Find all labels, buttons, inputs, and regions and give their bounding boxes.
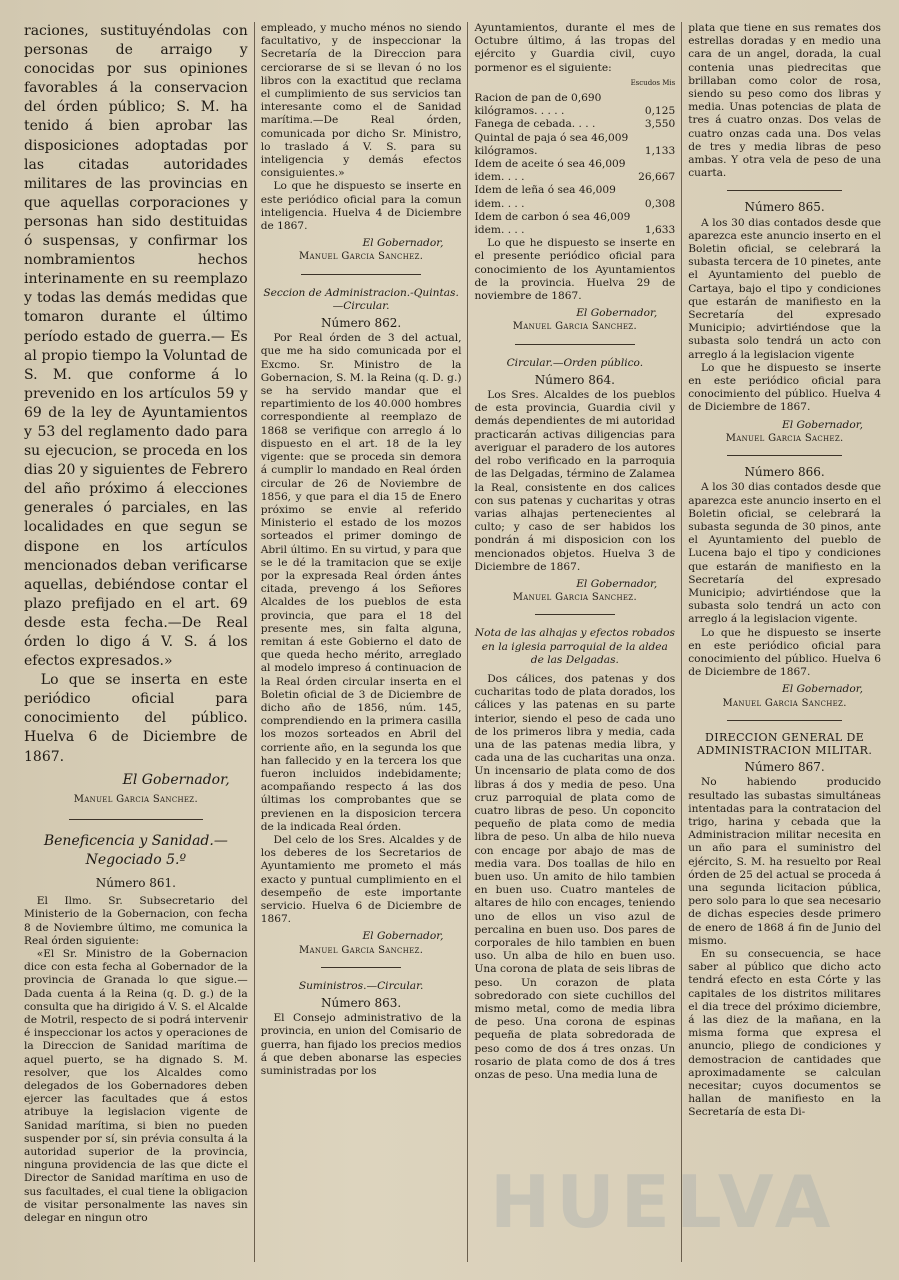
body-text: Lo que he dispuesto se inserte en el presente periódico oficial para conocimiento de los Ayuntamientos de la provincia. Huelva 29 de noviembre de 1867. [474,237,676,303]
price-value: 26,667 [638,171,676,184]
body-text: A los 30 dias contados desde que aparezca este anuncio inserto en el Boletin oficial, se celebrará la subasta tercera de 10 pinetes, ante el Ayuntamiento del pueblo de Cartaya, bajo el tipo y condiciones que estarán de manifiesto en la Secretaría del expresado Municipio; advirtiéndose que la subasta solo tendrá un acto con arreglo á la legislacion vigente [688,216,881,361]
body-text: plata que tiene en sus remates dos estrellas doradas y en medio una cara de un angel, dorada, la cual contenia unas piedrecitas que brillaban como color de rosa, siendo su peso como dos libras y media. Unas potencias de plata de tres á cuatro onzas. Dos velas de cuatro onzas cada una. Dos velas de tres y media libras de peso ambas. Y otra vela de peso de una cuarta. [688,22,881,180]
body-text: El Ilmo. Sr. Subsecretario del Ministerio de la Gobernacion, con fecha 8 de Noviembre último, me comunica la Real órden siguiente: [24,895,248,947]
signature-title: El Gobernador, [781,418,863,431]
body-text: Dos cálices, dos patenas y dos cucharitas todo de plata dorados, los cálices y las patenas en su parte interior, siendo el peso de cada uno de los primeros libra y media, cada una de las patenas media libra, y cada una de las cucharitas una onza. Un incensario de plata como de dos libras á dos y media de peso. Una cruz parroquial de plata como de cuatro libras de peso. Un coponcito pequeño de plata como de media libra de peso. Un alba de hilo nueva con encage por abajo de mas de media vara. Dos toallas de hilo en buen uso. Un amito de hilo tambien en buen uso. Cuatro manteles de altares de hilo con encages, teniendo uno de ellos un viso azul de percalina en buen uso. Dos pares de corporales de hilo tambien en buen uso. Un alba de hilo en buen uso. Una corona de plata de seis libras de peso. Un corazon de plata sobredorado con siete cuchillos del mismo metal, como de media libra de peso. Una corona de espinas pequeña de plata sobredorada de peso como de dos á tres onzas. Un rosario de plata como de dos á tres onzas de peso. Una media luna de [474,672,676,1082]
price-value: 0,125 [644,105,676,118]
signature-name: Manuel Garcia Sanchez. [512,321,637,333]
price-item: Quintal de paja ó sea 46,009 kilógramos. [474,131,629,157]
signature-title: El Gobernador, [576,577,658,590]
section-heading: DIRECCION GENERAL DE ADMINISTRACION MILITAR. [696,730,873,757]
body-text: Lo que he dispuesto se inserte en este periódico oficial para la comun inteligencia. Huelva 4 de Diciembre de 1867. [260,180,462,233]
item-number: Número 861. [95,876,176,891]
signature-title: El Gobernador, [362,237,444,250]
column-4 [681,22,887,1262]
divider [727,190,843,191]
price-item: Fanega de cebada. . . . [474,118,596,131]
price-value: 0,308 [644,197,676,210]
signature-name: Manuel Garcia Sanchez. [299,944,424,956]
signature-name: Manuel Garcia Sanchez. [73,793,198,805]
price-row [474,211,675,237]
item-number: Número 863. [320,996,402,1011]
divider [515,344,635,345]
column-1 [18,22,254,1262]
price-row [474,92,675,118]
section-heading: Suministros.—Circular. [298,979,424,992]
body-text: A los 30 dias contados desde que aparezca este anuncio inserto en el Boletin oficial, se celebrará la subasta segunda de 30 pinos, ante el Ayuntamiento del pueblo de Lucena bajo el tipo y condiciones que estarán de manifiesto en la Secretaría del expresado Municipio; advirtiéndose que la subasta solo tendrá un acto con arreglo á la legislacion vigente. [688,481,881,626]
price-row [474,118,675,131]
item-number: Número 867. [744,760,825,775]
columns [18,22,887,1262]
units-label: Escudos Mis [630,78,676,87]
signature-title: El Gobernador, [576,307,658,320]
section-heading: Seccion de Administracion.-Quintas.—Circular. [263,286,459,312]
signature-name: Manuel Garcia Sanchez. [722,697,847,709]
body-text: empleado, y mucho ménos no siendo facultativo, y de inspeccionar la Secretaría de la Direccion para cerciorarse de si se llevan ó no los libros con la exactitud que reclama el cumplimiento de sus servicios tan interesante como el de Sanidad marítima.—De Real órden, comunicada por dicho Sr. Ministro, lo traslado á V. S. para su inteligencia y demás efectos consiguientes.» [260,22,462,180]
signature-title: El Gobernador, [122,771,230,788]
body-text: No habiendo producido resultado las subastas simultáneas intentadas para la contratacion del trigo, harina y cebada que la Administracion militar necesita en un año para el suministro del ejército, S. M. ha resuelto por Real órden de 25 del actual se proceda á una segunda licitacion pública, pero solo para lo que sea necesario de dichas especies desde primero de enero de 1868 á fin de Junio del mismo. [688,776,881,947]
column-3 [467,22,681,1262]
watermark: HUELVA [490,1160,837,1244]
signature-title: El Gobernador, [362,930,444,943]
body-text: El Consejo administrativo de la provincia, en union del Comisario de guerra, han fijado los precios medios á que deben abonarse las especies suministradas por los [260,1012,462,1078]
divider [321,967,401,968]
signature-name: Manuel Garcia Sanchez. [512,592,637,604]
item-number: Número 864. [534,372,615,387]
body-text: Del celo de los Sres. Alcaldes y de los deberes de los Secretarios de Ayuntamiento me prometo el más exacto y puntual cumplimiento en el desempeño de este importante servicio. Huelva 6 de Diciembre de 1867. [260,833,462,926]
item-number: Número 865. [744,200,825,215]
body-text: En su consecuencia, se hace saber al público que dicho acto tendrá efecto en esta Córte y las capitales de los distritos militares el dia trece del próximo diciembre, á las diez de la mañana, en la misma forma que expresa el anuncio, pliego de condiciones y demostracion de cantidades que aproximadamente se calculan necesitar; cuyos documentos se hallan de manifiesto en la Secretaría de esta Di- [688,948,881,1119]
divider [727,455,843,456]
body-text: Lo que he dispuesto se inserte en este periódico oficial para conocimiento del público. Huelva 4 de Diciembre de 1867. [688,361,881,414]
column-2 [254,22,468,1262]
divider [535,614,615,615]
price-value: 3,550 [644,118,676,131]
signature-name: Manuel Garcia Sachez. [725,432,844,444]
price-value: 1,633 [644,224,676,237]
price-item: Idem de carbon ó sea 46,009 idem. . . . [474,210,631,237]
signature-title: El Gobernador, [781,683,863,696]
price-row [474,132,675,158]
divider [301,274,421,275]
price-value: 1,133 [644,144,676,157]
divider [69,819,203,820]
section-heading: Beneficencia y Sanidad.—Negociado 5.º [43,832,228,868]
price-row [474,184,675,210]
body-text: Los Sres. Alcaldes de los pueblos de esta provincia, Guardia civil y demás dependientes de mi autoridad practicarán activas diligencias para averiguar el paradero de los autores del robo verificado en la parroquia de las Delgadas, término de Zalamea la Real, consistente en dos calices con sus patenas y cucharitas y otras varias alhajas pertenecientes al culto; y caso de ser habidos los pondrán á mi disposicion con los mencionados objetos. Huelva 3 de Diciembre de 1867. [474,389,676,573]
signature-name: Manuel Garcia Sanchez. [299,251,424,263]
body-text: Por Real órden de 3 del actual, que me ha sido comunicada por el Excmo. Sr. Ministro de la Gobernacion, S. M. la Reina (q. D. g.) se ha servido mandar que el repartimiento de los 40.000 hombres correspondiente al reemplazo de 1868 se verifique con arreglo á lo dispuesto en el art. 18 de la ley vigente: que se proceda sin demora á cumplir lo mandado en Real órden circular de 26 de Noviembre de 1856, y que para el dia 15 de Enero próximo se envie al referido Ministerio el estado de los mozos sorteados el primer domingo de Abril último. En su virtud, y para que se le dé la tramitacion que se exije por la expresada Real órden ántes citada, prevengo á los Señores Alcaldes de los pueblos de esta provincia, que para el 18 del presente mes, sin falta alguna, remitan á este Gobierno el dato de que queda hecho mérito, arreglado al modelo impreso á continuacion de la Real órden circular inserta en el Boletin oficial de 3 de Diciembre de dicho año de 1856, núm. 145, comprendiendo en la primera casilla los mozos sorteados en Abril del corriente año, en la segunda los que han fallecido y en la tercera los que fueron incluidos indebidamente; acompañando respecto á las dos últimas los comprobantes que se previenen en la disposicion tercera de la indicada Real órden. [260,332,462,833]
price-table [474,92,675,237]
price-item: Idem de aceite ó sea 46,009 idem. . . . [474,158,626,184]
price-item: Racion de pan de 0,690 kilógramos. . . . . [474,92,602,118]
body-text: Ayuntamientos, durante el mes de Octubre último, á las tropas del ejército y Guardia civil, cuyo pormenor es el siguiente: [474,22,676,74]
item-number: Número 862. [320,316,402,331]
body-text: Lo que se inserta en este periódico oficial para conocimiento del público. Huelva 6 de Diciembre de 1867. [24,672,248,765]
body-text: Lo que he dispuesto se inserte en este periódico oficial para conocimiento del público. Huelva 6 de Diciembre de 1867. [688,626,881,679]
section-heading: Nota de las alhajas y efectos robados en la iglesia parroquial de la aldea de las Delgadas. [474,627,675,666]
body-text: raciones, sustituyéndolas con personas de arraigo y conocidas por sus opiniones favorables á la conservacion del órden público; S. M. ha tenido á bien aprobar las disposiciones adoptadas por las citadas autoridades militares de las provincias en que aquellas corporaciones y personas han sido destituidas ó suspensas, y confirmar los nombramientos hechos interinamente en su reemplazo y todas las demás medidas que tomaron durante el último período estado de guerra.— Es al propio tiempo la Voluntad de S. M. que conforme á lo prevenido en los artículos 59 y 69 de la ley de Ayuntamientos y 53 del reglamento dado para su ejecucion, se proceda en los dias 20 y siguientes de Febrero del año próximo á elecciones generales ó parciales, en las localidades en que segun se dispone en los artículos mencionados deban verificarse aquellas, debiéndose contar el plazo prefijado en el art. 69 desde esta fecha.—De Real órden lo digo á V. S. á los efectos expresados.» [24,23,248,670]
price-row [474,158,675,184]
body-text: «El Sr. Ministro de la Gobernacion dice con esta fecha al Gobernador de la provincia de Granada lo que sigue.—Dada cuenta á la Reina (q. D. g.) de la consulta que ha dirigido á V. S. el Alcalde de Motril, respecto de si podrá intervenir é inspeccionar los actos y operaciones de la Direccion de Sanidad marítima de aquel puerto, se ha dignado S. M. resolver, que los Alcaldes como delegados de los Gobernadores deben ejercer las facultades que á estos atribuye la legislacion vigente de Sanidad marítima, si bien no pueden suspender por sí, sin prévia consulta á la autoridad superior de la provincia, ninguna providencia de las que dicte el Director de Sanidad marítima en uso de sus facultades, el cual tiene la obligacion de visitar personalmente las naves sin delegar en ningun otro [24,947,248,1224]
price-item: Idem de leña ó sea 46,009 idem. . . . [474,184,616,210]
item-number: Número 866. [744,465,825,480]
divider [727,720,843,721]
section-heading: Circular.—Orden público. [506,356,644,369]
